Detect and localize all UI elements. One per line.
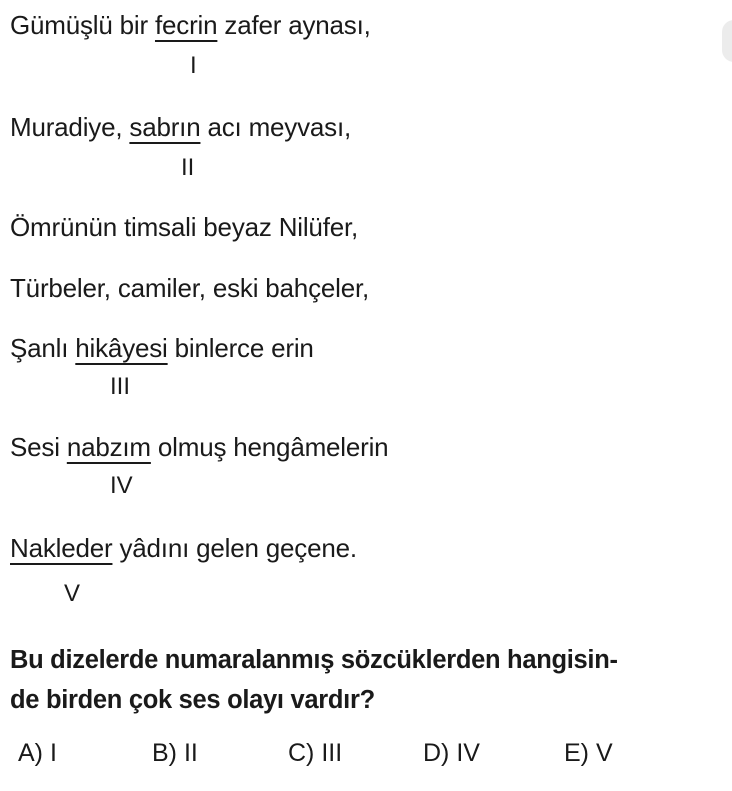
option-b[interactable]: B) II [152,739,198,767]
numbered-word-4: nabzım [66,432,151,462]
verse-line-5 [10,333,314,363]
answer-options [0,738,732,770]
numbered-word-5: Nakleder [10,533,113,563]
question-line-1: Bu dizelerde numaralanmış sözcüklerden hangisin- [10,646,618,674]
verse-line-2 [10,112,351,142]
numbered-word-3: hikâyesi [75,333,168,363]
verse-line-7 [10,533,357,563]
scroll-edge-indicator [722,20,732,62]
option-a[interactable]: A) I [18,739,57,767]
verse-line-6 [10,432,388,462]
verse-text-before: Şanlı [10,333,76,363]
verse-text-after: zafer aynası, [217,10,371,40]
verse-text-after: olmuş hengâmelerin [150,432,389,462]
verse-text-after: acı meyvası, [200,112,352,142]
option-c[interactable]: C) III [288,739,343,767]
verse-line-4: Türbeler, camiler, eski bahçeler, [10,273,370,303]
marker-5: V [64,580,81,607]
verse-text-after: yâdını gelen geçene. [112,533,357,563]
verse-line-1 [10,10,371,40]
numbered-word-1: fecrin [154,10,218,40]
verse-text-before: Gümüşlü bir [10,10,155,40]
marker-2: II [181,154,195,181]
numbered-word-2: sabrın [129,112,201,142]
marker-1: I [190,52,197,79]
verse-line-3: Ömrünün timsali beyaz Nilüfer, [10,212,359,242]
marker-4: IV [110,472,133,499]
question-text [10,640,725,720]
marker-3: III [110,373,131,400]
verse-text-after: binlerce erin [167,333,314,363]
verse-text-before: Muradiye, [10,112,130,142]
option-d[interactable]: D) IV [423,739,480,767]
verse-text-before: Sesi [10,432,67,462]
question-line-2: de birden çok ses olayı vardır? [10,686,375,714]
option-e[interactable]: E) V [564,739,613,767]
